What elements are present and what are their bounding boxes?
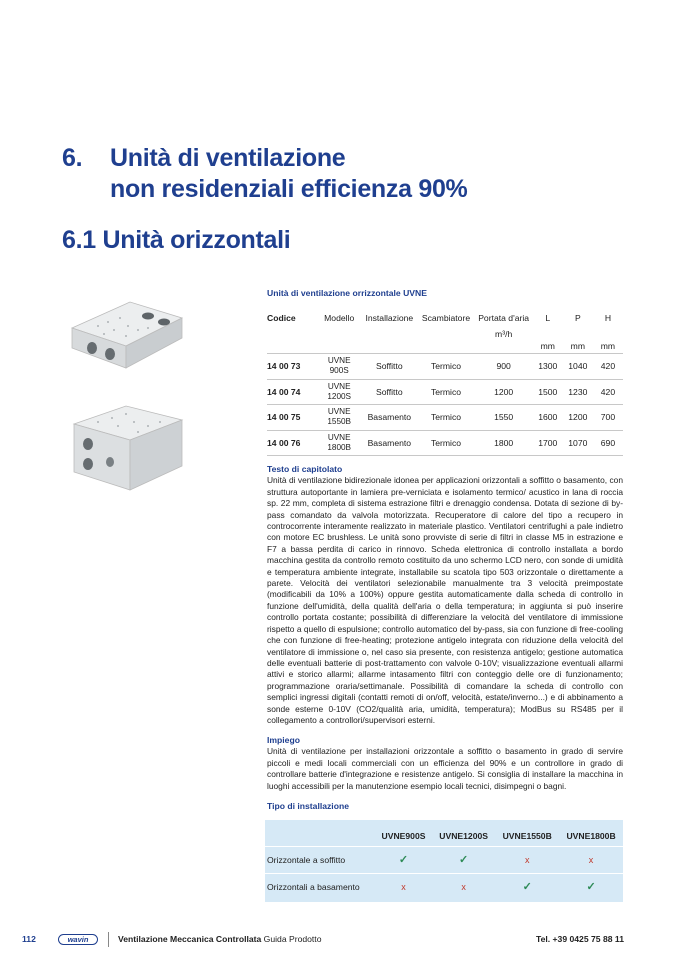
row-label: Orizzontali a basamento [265, 873, 375, 900]
installation-title: Tipo di installazione [267, 801, 349, 811]
capitolato-title: Testo di capitolato [267, 464, 343, 474]
section-title: 6.1 Unità orizzontali [62, 226, 291, 254]
footer-title-bold: Ventilazione Meccanica Controllata [118, 934, 262, 944]
cell: 420 [593, 354, 623, 380]
cell: 1500 [533, 379, 563, 405]
cell: Termico [417, 430, 474, 456]
cell: 1230 [563, 379, 593, 405]
cell: Soffitto [361, 379, 417, 405]
dim-unit: mm [533, 341, 563, 354]
cell: 1040 [563, 354, 593, 380]
cell: 14 00 75 [267, 405, 317, 431]
cell: 1200 [563, 405, 593, 431]
cell: UVNE 1200S [317, 379, 361, 405]
impiego-text: Unità di ventilazione per installazioni orizzontale a soffitto o basamento in grado di servire piccoli e medi locali commerciali con un efficienza del 90% e un controllore in grado di controllare batterie d'integrazione e resistenze antigelo. Si consiglia di installare la macchina in luoghi accessibili per la manutenzione esempio locali tecnici, disimpegni o bagni. [267, 746, 623, 791]
cell: Termico [417, 354, 474, 380]
cross-icon: x [495, 846, 559, 873]
table-row [265, 873, 623, 900]
chapter-number: 6. [62, 144, 83, 172]
table-row [267, 354, 623, 380]
installation-table [265, 826, 623, 900]
cell: 1200 [475, 379, 533, 405]
cell: 1300 [533, 354, 563, 380]
footer-divider [108, 932, 109, 947]
col-p: P [574, 313, 581, 323]
check-icon: ✓ [559, 873, 623, 900]
dim-unit: mm [563, 341, 593, 354]
footer-phone: Tel. +39 0425 75 88 11 [535, 934, 624, 944]
impiego-section [267, 735, 623, 792]
check-icon: ✓ [432, 846, 495, 873]
cell: 1600 [533, 405, 563, 431]
col-scambiatore: Scambiatore [421, 313, 471, 323]
table-row [265, 846, 623, 873]
cell: Termico [417, 379, 474, 405]
cell: Soffitto [361, 354, 417, 380]
col-codice: Codice [267, 313, 296, 323]
cell: 690 [593, 430, 623, 456]
check-icon: ✓ [375, 846, 432, 873]
table-row [267, 379, 623, 405]
col-installazione: Installazione [365, 313, 414, 323]
col-l: L [545, 313, 551, 323]
cell: 14 00 73 [267, 354, 317, 380]
cell: 14 00 74 [267, 379, 317, 405]
cell: 700 [593, 405, 623, 431]
cell: 14 00 76 [267, 430, 317, 456]
footer [0, 934, 678, 948]
col-modello: Modello [324, 313, 355, 323]
spec-table-dim-units [267, 341, 623, 354]
cell: Termico [417, 405, 474, 431]
cell: UVNE 1550B [317, 405, 361, 431]
chapter-title-line2: non residenziali efficienza 90% [110, 175, 468, 203]
table-title: Unità di ventilazione orrizzontale UVNE [267, 288, 427, 298]
cell: 420 [593, 379, 623, 405]
impiego-title: Impiego [267, 735, 300, 745]
chapter-title-line1: Unità di ventilazione [110, 144, 346, 172]
spec-table [267, 313, 623, 456]
table-row [267, 405, 623, 431]
capitolato-text: Unità di ventilazione bidirezionale idonea per applicazioni orizzontali a soffitto o basamento, con struttura autoportante in lamiera pre-verniciata e isolamento termico/ acustico in lana di roccia sp. 22 mm, completa di sistema estrazione filtri e drenaggio condensa. Dotata di sezione di by-pass comandato da valvola motorizzata. Recuperatore di calore del tipo a recupero in controcorrente interamente realizzato in materiale plastico. Ventilatori centrifughi a pale indietro con motore EC brushless. Le unità sono provviste di serie di filtri in classe M5 in estrazione e F7 a bassa perdita di carico in rinnovo. Scheda elettronica di controllo installata a bordo macchina gestita da controllo remoto costituito da uno schermo LCD nero, con sonde di umidità e temperatura ambiente integrate, installabile su scatola tipo 503 orizzontale o direttamente a parete. Velocità dei ventilatori selezionabile manualmente tra 3 velocità preimpostate (modificabili da 10% a 100%) oppure gestita automaticamente dalla scheda di controllo in funzione dell'umidità, della qualità dell'aria o della temperatura; in aggiunta si può inserire controllo portata costante; possibilità di differenziare la velocità del ventilatore di immissione rispetto a quello di espulsione; controllo automatico del by-pass, sia con funzione di free-cooling che con funzione di free-heating; protezione antigelo integrata con riduzione della velocità del ventilatore di immissione o, nel caso sia presente, con resistenza antigelo; gestione automatica delle eventuali batterie di post-trattamento con valvole 0-10V; visualizzazione eventuali allarmi attivi e storico allarmi; allarme intasamento filtri con conteggio delle ore di funzionamento; programmazione oraria/settimanale. Possibilità di comandare la scheda di controllo con semplici ingressi digitali (contatti remoti di on/off, velocità, estate/inverno...) e di abbinamento a sonde esterne 0-10V (CO2/qualità aria, umidità, temperatura); ModBus su RS485 per il collegamento a controllori/supervisori esterni. [267, 475, 623, 725]
ventilation-unit-ceiling-image [68, 296, 186, 372]
col-portata: Portata d'aria [478, 313, 530, 323]
flow-unit: m³/h [495, 329, 513, 339]
dim-unit: mm [593, 341, 623, 354]
col-uvne1200s: UVNE1200S [439, 830, 489, 841]
page-number: 112 [22, 934, 36, 944]
cell: 1550 [475, 405, 533, 431]
spec-table-units [267, 327, 623, 341]
cross-icon: x [559, 846, 623, 873]
col-h: H [604, 313, 612, 323]
cell: Basamento [361, 430, 417, 456]
cell: 1700 [533, 430, 563, 456]
cross-icon: x [375, 873, 432, 900]
row-label: Orizzontale a soffitto [265, 846, 375, 873]
footer-title-light: Guida Prodotto [263, 934, 322, 944]
footer-title [118, 934, 321, 944]
wavin-logo: wavin [58, 934, 98, 945]
col-uvne1800b: UVNE1800B [566, 830, 616, 841]
col-uvne1550b: UVNE1550B [502, 830, 552, 841]
installation-header [265, 826, 623, 846]
cell: 1070 [563, 430, 593, 456]
spec-table-header [267, 313, 623, 327]
cross-icon: x [432, 873, 495, 900]
chapter-title [62, 143, 468, 205]
cell: 900 [475, 354, 533, 380]
cell: Basamento [361, 405, 417, 431]
capitolato-section [267, 464, 623, 726]
cell: UVNE 1800B [317, 430, 361, 456]
cell: 1800 [475, 430, 533, 456]
check-icon: ✓ [495, 873, 559, 900]
table-row [267, 430, 623, 456]
cell: UVNE 900S [317, 354, 361, 380]
col-uvne900s: UVNE900S [381, 830, 426, 841]
ventilation-unit-floor-image [68, 400, 186, 494]
